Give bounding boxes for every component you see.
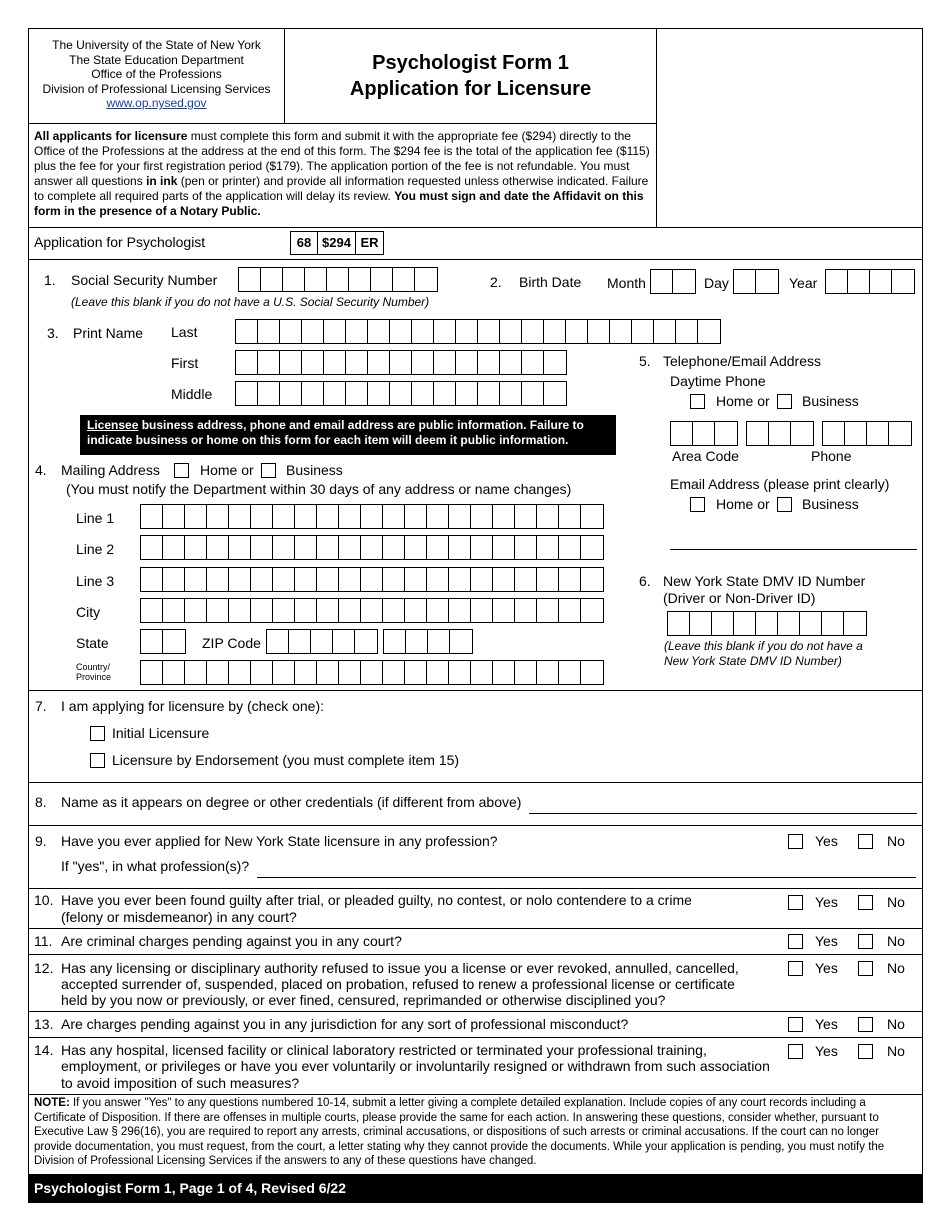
q13-yes-checkbox[interactable] [788,1017,803,1032]
q13-no-checkbox[interactable] [858,1017,873,1032]
q11-text: Are criminal charges pending against you in any court? [61,933,402,949]
first-name-input[interactable] [235,350,567,375]
instructions-text: (pen or printer) and provide all information requested unless otherwise indicated. Failure to complete all required parts of the application will delay its review. [34,174,649,203]
home-or-label: Home or [200,462,254,478]
item-number: 9. [35,833,47,849]
print-name-label: Print Name [73,325,144,341]
first-name-label: First [171,355,199,371]
email-home-checkbox[interactable] [690,497,705,512]
telephone-email-label: Telephone/Email Address [663,353,821,369]
no-label: No [887,833,905,849]
q13-text: Are charges pending against you in any jurisdiction for any sort of professional misconduct? [61,1016,629,1032]
birth-date-label: Birth Date [519,274,582,290]
item-number: 11. [34,933,53,949]
city-label: City [76,604,101,620]
fee-amount: $294 [318,232,356,254]
item-number: 2. [490,274,502,290]
no-label: No [887,1016,905,1032]
fee-code-box [290,231,384,255]
middle-name-label: Middle [171,386,213,402]
notice-licensee: Licensee [87,418,139,432]
dmv-id-sublabel: (Driver or Non-Driver ID) [663,590,816,606]
divider [28,1011,923,1012]
no-label: No [887,933,905,949]
email-input-line[interactable] [670,549,917,550]
ssn-note: (Leave this blank if you do not have a U.S. Social Security Number) [71,295,430,309]
yes-label: Yes [815,833,838,849]
yes-label: Yes [815,894,838,910]
address-line1-input[interactable] [140,504,604,529]
mailing-address-label: Mailing Address [61,462,160,478]
dmv-note: New York State DMV ID Number) [664,654,842,668]
line1-label: Line 1 [76,510,115,526]
note-text: If you answer "Yes" to any questions numbered 10-14, submit a letter giving a complete detailed explanation. Include copies of any court records including a Certificate of Disposition. If there are offenses in multiple courts, please provide the same for each action. In answering these questions, consider whether, pursuant to Executive Law § 296(16), you are required to report any arrests, criminal accusations, or dispositions of such arrests or criminal accusations. If the court can no longer provide documentation, you must request, from the court, a letter stating why they cannot provide the documents. While your application is pending, you must notify the Division of Professional Licensing Services if the answers to any of these questions have changed. [34,1097,885,1168]
instructions-lead: All applicants for licensure [34,129,188,143]
yes-label: Yes [815,1016,838,1032]
item-number: 13. [34,1016,54,1032]
item-number: 3. [47,325,59,341]
org-block [29,38,284,111]
divider [28,259,923,260]
business-label: Business [802,496,859,512]
item-number: 14. [34,1042,54,1058]
state-label: State [76,635,109,651]
profession-code: 68 [291,232,318,254]
divider [28,227,923,228]
home-or-label: Home or [716,496,770,512]
state-input[interactable] [140,629,186,654]
instructions-affidavit: You must sign and date the Affidavit on this form in the presence of a Notary Public. [34,189,644,218]
divider [28,825,923,826]
country-label: Country/ [76,662,111,672]
zip-input[interactable] [266,629,378,654]
divider [656,28,657,227]
middle-name-input[interactable] [235,381,567,406]
q12-no-checkbox[interactable] [858,961,873,976]
endorsement-label: Licensure by Endorsement (you must complete item 15) [112,752,460,768]
q14-yes-checkbox[interactable] [788,1044,803,1059]
divider [28,928,923,929]
q11-yes-checkbox[interactable] [788,934,803,949]
form-title: Psychologist Form 1 [372,52,569,74]
q10-text: Have you ever been found guilty after trial, or pleaded guilty, no contest, or nolo contendere to a crime [61,892,692,908]
item-number: 5. [639,353,651,369]
page-footer: Psychologist Form 1, Page 1 of 4, Revised 6/22 [28,1174,923,1203]
area-code-label: Area Code [672,448,739,464]
degree-name-input-line[interactable] [529,813,917,814]
q12-text: held by you now or previously, or ever fined, censured, reprimanded or otherwise disciplined you? [61,992,666,1008]
degree-name-label: Name as it appears on degree or other credentials (if different from above) [61,794,522,810]
zip4-input[interactable] [383,629,473,654]
website-link[interactable]: www.op.nysed.gov [106,96,207,110]
mailing-home-checkbox[interactable] [174,463,189,478]
org-line: Division of Professional Licensing Services [42,81,271,96]
phone-prefix-input[interactable] [746,421,814,446]
org-line: The University of the State of New York [52,38,261,52]
q9-sub-text: If "yes", in what profession(s)? [61,858,250,874]
month-label: Month [607,275,646,291]
mailing-business-checkbox[interactable] [261,463,276,478]
year-label: Year [789,275,818,291]
line3-label: Line 3 [76,573,115,589]
q14-text: Has any hospital, licensed facility or clinical laboratory restricted or terminated your professional training, [61,1042,707,1058]
country-input[interactable] [140,660,604,685]
last-name-input[interactable] [235,319,721,344]
business-label: Business [802,393,859,409]
note-label: NOTE: [34,1097,70,1109]
item-number: 1. [44,272,56,288]
address-line2-input[interactable] [140,535,604,560]
item-number: 8. [35,794,47,810]
home-or-label: Home or [716,393,770,409]
instructions-ink: in ink [146,174,178,188]
item-number: 7. [35,698,47,714]
mailing-address-note: (You must notify the Department within 30 days of any address or name changes) [66,481,572,497]
licensure-type-label: I am applying for licensure by (check one): [61,698,325,714]
dmv-id-label: New York State DMV ID Number [663,573,866,589]
phone-line-input[interactable] [822,421,912,446]
q10-no-checkbox[interactable] [858,895,873,910]
divider [28,888,923,889]
public-info-notice [80,415,616,455]
instructions-text: must complete this form and submit it with the appropriate fee ($294) directly to the Office of the Professions at the address at the end of this form. The $294 fee is the total of the application fee ($115) plus the fee for your first registration period ($179). The application portion of the fee is not refundable. You must answer all questions [34,129,650,188]
email-business-checkbox[interactable] [777,497,792,512]
q14-text: to avoid imposition of such measures? [61,1075,300,1091]
item-number: 4. [35,462,47,478]
yes-label: Yes [815,960,838,976]
divider [28,782,923,783]
q14-no-checkbox[interactable] [858,1044,873,1059]
yes-label: Yes [815,1043,838,1059]
item-number: 10. [34,892,54,908]
zip-label: ZIP Code [202,635,261,651]
phone-label: Phone [811,448,852,464]
q11-no-checkbox[interactable] [858,934,873,949]
q12-text: Has any licensing or disciplinary authority refused to issue you a license or ever revoked, annulled, cancelled, [61,960,739,976]
phone-business-checkbox[interactable] [777,394,792,409]
divider [28,1094,923,1095]
last-name-label: Last [171,324,198,340]
q10-yes-checkbox[interactable] [788,895,803,910]
divider [28,1037,923,1038]
application-label: Application for Psychologist [34,234,206,250]
no-label: No [887,894,905,910]
phone-home-checkbox[interactable] [690,394,705,409]
fee-type: ER [360,235,379,250]
yes-label: Yes [815,933,838,949]
area-code-input[interactable] [670,421,738,446]
item-number: 6. [639,573,651,589]
birth-year-input[interactable] [825,269,915,294]
q12-text: accepted surrender of, suspended, placed on probation, refused to renew a professional license or certificate [61,976,735,992]
birth-month-input[interactable] [650,269,696,294]
address-line3-input[interactable] [140,567,604,592]
q9-no-checkbox[interactable] [858,834,873,849]
instructions [34,129,650,219]
divider [28,123,656,124]
notice-text: business address, phone and email address are public information. Failure to indicate business or home on this form for each item will deem it public information. [87,418,584,447]
no-label: No [887,1043,905,1059]
q14-text: employment, or privileges or have you ever voluntarily or involuntarily resigned or withdrawn from such association [61,1058,770,1074]
item-number: 12. [34,960,54,976]
endorsement-checkbox[interactable] [90,753,105,768]
business-label: Business [286,462,343,478]
email-label: Email Address (please print clearly) [670,476,890,492]
line2-label: Line 2 [76,541,115,557]
profession-input-line[interactable] [257,877,916,878]
city-input[interactable] [140,598,604,623]
province-label: Province [76,672,112,682]
q9-text: Have you ever applied for New York State licensure in any profession? [61,833,498,849]
dmv-id-input[interactable] [667,611,867,636]
q12-yes-checkbox[interactable] [788,961,803,976]
divider [28,690,923,691]
ssn-label: Social Security Number [71,272,218,288]
day-label: Day [704,275,729,291]
org-line: Office of the Professions [91,67,222,81]
divider [28,954,923,955]
no-label: No [887,960,905,976]
birth-day-input[interactable] [733,269,779,294]
title-block [285,50,656,102]
initial-licensure-checkbox[interactable] [90,726,105,741]
note-paragraph [34,1096,918,1169]
dmv-note: (Leave this blank if you do not have a [664,639,863,653]
form-subtitle: Application for Licensure [349,78,592,100]
daytime-phone-label: Daytime Phone [670,373,766,389]
q10-text: (felony or misdemeanor) in any court? [61,909,297,925]
initial-licensure-label: Initial Licensure [112,725,210,741]
q9-yes-checkbox[interactable] [788,834,803,849]
ssn-input[interactable] [238,267,438,292]
org-line: The State Education Department [69,52,244,67]
